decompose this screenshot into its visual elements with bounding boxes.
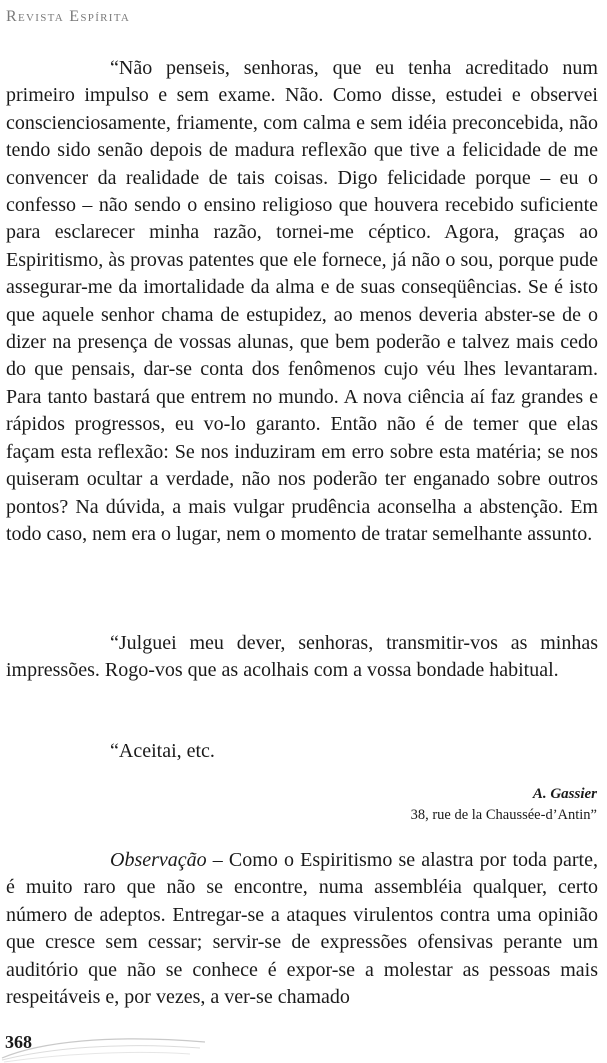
observation-paragraph xyxy=(6,847,598,1011)
body-paragraph xyxy=(6,55,598,548)
paragraph-text: “Julguei meu dever, senhoras, transmitir-vos as minhas impressões. Rogo-vos que as acolhais com a vossa bondade habitual. xyxy=(6,632,598,682)
running-head: Revista Espírita xyxy=(6,8,131,25)
observation-text xyxy=(6,847,598,1011)
signature-address: 38, rue de la Chaussée-d’Antin” xyxy=(410,807,597,823)
body-paragraph xyxy=(6,738,598,765)
paragraph-text: “Não penseis, senhoras, que eu tenha acreditado num primeiro impulso e sem exame. Não. Como disse, estudei e observei conscienciosamente, friamente, com calma e sem idéia preconcebida, não tendo sido senão depois de madura reflexão que tive a felicidade de me convencer da realidade de tais coisas. Digo felicidade porque – eu o confesso – não sendo o ensino religioso que houvera recebido suficiente para esclarecer minha razão, tornei-me céptico. Agora, graças ao Espiritismo, às provas patentes que ele fornece, já não o sou, porque pude assegurar-me da imortalidade da alma e de suas conseqüências. Se é isto que aquele senhor chama de estupidez, ao menos deveria abster-se de o dizer na presença de vossas alunas, que bem poderão e talvez mais cedo do que pensais, dar-se conta dos fenômenos cujo véu lhes levantaram. Para tanto bastará que entrem no mundo. A nova ciência aí faz grandes e rápidos progressos, eu vo-lo garanto. Então não é de temer que elas façam esta reflexão: Se nos induziram em erro sobre esta matéria; se nos quiseram ocultar a verdade, não nos poderão ter enganado sobre outros pontos? Na dúvida, a mais vulgar prudência aconselha a abstenção. Em todo caso, nem era o lugar, nem o momento de tratar semelhante assunto. xyxy=(6,57,598,545)
paragraph-text: “Aceitai, etc. xyxy=(110,740,215,762)
observation-label: Observação xyxy=(110,849,207,871)
body-paragraph xyxy=(6,630,598,685)
page-number: 368 xyxy=(5,1032,32,1052)
signature-name: A. Gassier xyxy=(532,786,597,802)
observation-body: – Como o Espiritismo se alastra por toda parte, é muito raro que não se encontre, numa assembléia qualquer, certo número de adeptos. Entregar-se a ataques virulentos contra uma opinião que cresce sem cessar; servir-se de expressões ofensivas perante um auditório que não se conhece é expor-se a molestar as pessoas mais respeitáveis e, por vezes, a ver-se chamado xyxy=(6,849,598,1009)
